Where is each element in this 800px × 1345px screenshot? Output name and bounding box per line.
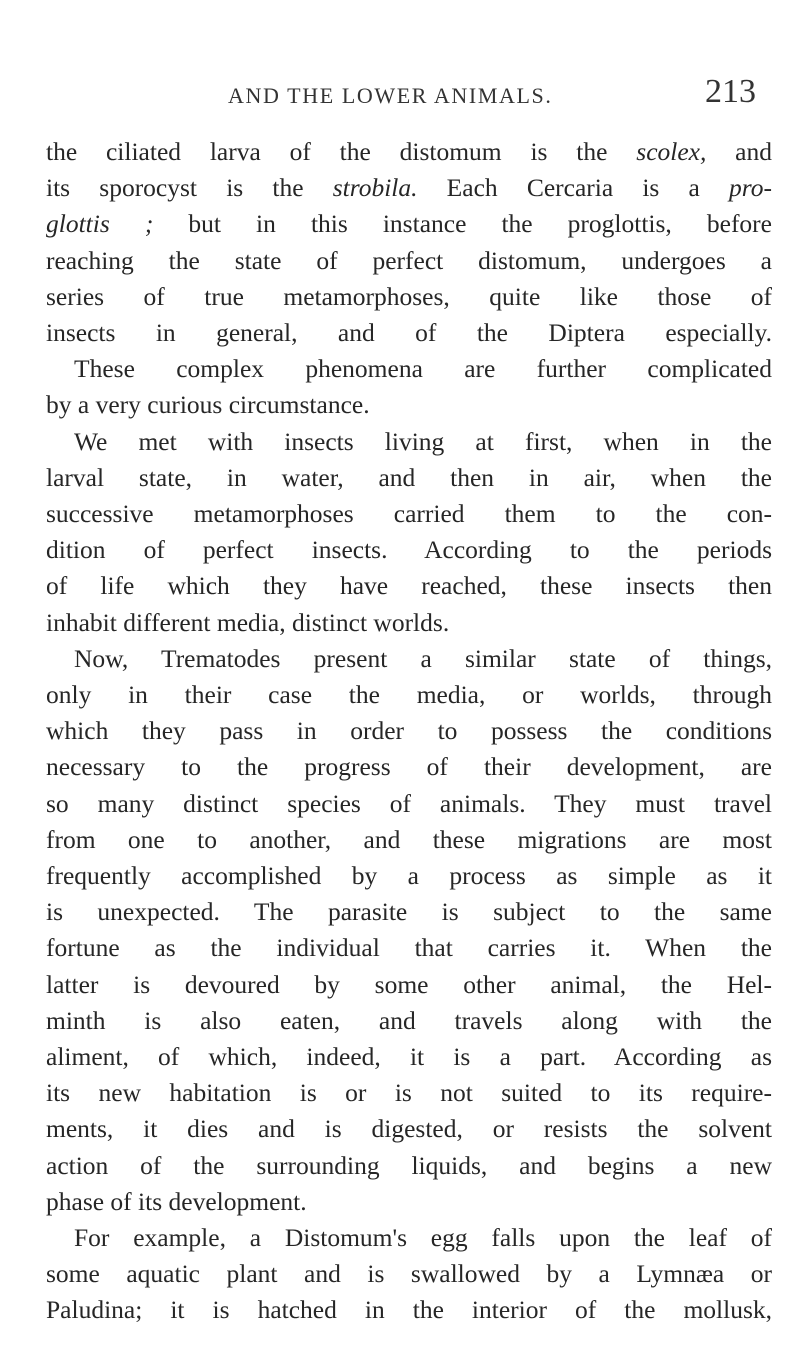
- text-run: its new habitation is or is not suited to its require-: [46, 1078, 772, 1108]
- italic-term: pro-: [729, 173, 773, 203]
- text-line: [46, 1039, 772, 1075]
- text-run: reaching the state of perfect distomum, undergoes a: [46, 245, 772, 275]
- italic-term: scolex,: [636, 137, 707, 166]
- text-run: Now, Trematodes present a similar state of things,: [74, 643, 772, 673]
- text-run: These complex phenomena are further complicated: [74, 354, 772, 384]
- text-run: the ciliated larva of the distomum is the: [46, 137, 637, 166]
- text-line: [74, 351, 772, 387]
- text-line: [46, 496, 772, 532]
- text-run: phase of its development.: [46, 1186, 307, 1216]
- italic-term: glottis ;: [46, 209, 154, 239]
- text-run: frequently accomplished by a process as simple as it: [46, 861, 772, 890]
- text-line: [46, 279, 772, 315]
- text-run: which they pass in order to possess the conditions: [46, 716, 772, 746]
- text-run: dition of perfect insects. According to the periods: [46, 535, 772, 565]
- text-run: Paludina; it is hatched in the interior of the mollusk,: [46, 1295, 772, 1325]
- text-line: [74, 641, 772, 677]
- text-line: [46, 786, 772, 822]
- text-line: [46, 532, 772, 568]
- page-number: 213: [705, 73, 756, 110]
- text-line: [46, 967, 772, 1003]
- text-run: series of true metamorphoses, quite like those of: [46, 281, 772, 311]
- text-run: For example, a Distomum's egg falls upon the leaf of: [74, 1223, 772, 1252]
- text-line: [46, 749, 772, 785]
- text-run: only in their case the media, or worlds, through: [46, 680, 772, 709]
- text-line: [46, 170, 772, 206]
- text-run: but in this instance the proglottis, before: [153, 209, 772, 239]
- text-run: insects in general, and of the Diptera especially.: [46, 318, 772, 347]
- text-line: [46, 206, 772, 242]
- text-line: [46, 677, 772, 713]
- text-line: [46, 605, 449, 641]
- text-line: [46, 243, 772, 279]
- text-run: from one to another, and these migrations are most: [46, 824, 772, 854]
- text-line: [46, 894, 772, 930]
- text-line: [46, 1292, 772, 1328]
- text-run: by a very curious circumstance.: [46, 390, 370, 420]
- text-run: aliment, of which, indeed, it is a part. According as: [46, 1042, 772, 1071]
- text-line: [74, 424, 772, 460]
- text-run: latter is devoured by some other animal, the Hel-: [46, 969, 772, 999]
- text-run: is unexpected. The parasite is subject to the same: [46, 897, 772, 927]
- text-run: inhabit different media, distinct worlds.: [46, 607, 450, 637]
- text-line: [46, 858, 772, 894]
- text-line: [46, 822, 772, 858]
- text-line: [46, 1256, 772, 1292]
- text-run: so many distinct species of animals. They must travel: [46, 788, 772, 818]
- text-line: [46, 713, 772, 749]
- text-run: Each Cercaria is a: [417, 173, 730, 203]
- text-run: and: [706, 137, 772, 166]
- text-run: successive metamorphoses carried them to the con-: [46, 499, 772, 528]
- text-line: [46, 568, 772, 604]
- text-line: [46, 134, 772, 170]
- text-run: fortune as the individual that carries it. When the: [46, 933, 772, 963]
- text-line: [46, 1075, 772, 1111]
- text-run: necessary to the progress of their development, are: [46, 752, 772, 782]
- text-line: [46, 1148, 772, 1184]
- text-run: ments, it dies and is digested, or resists the solvent: [46, 1114, 772, 1144]
- running-head: AND THE LOWER ANIMALS.: [228, 83, 553, 108]
- text-line: [46, 930, 772, 966]
- text-run: minth is also eaten, and travels along with the: [46, 1005, 772, 1035]
- text-run: action of the surrounding liquids, and begins a new: [46, 1150, 772, 1180]
- text-line: [46, 460, 772, 496]
- text-line: [46, 1184, 307, 1220]
- text-run: larval state, in water, and then in air, when the: [46, 462, 772, 492]
- text-run: its sporocyst is the: [46, 173, 333, 203]
- text-line: [46, 1111, 772, 1147]
- text-run: We met with insects living at first, when in the: [74, 426, 772, 456]
- italic-term: strobila.: [332, 173, 418, 203]
- text-run: some aquatic plant and is swallowed by a Lymnæa or: [46, 1259, 772, 1289]
- text-run: of life which they have reached, these insects then: [46, 571, 772, 601]
- text-line: [46, 1003, 772, 1039]
- text-line: [74, 1220, 772, 1256]
- text-line: [46, 387, 370, 423]
- text-line: [46, 315, 772, 351]
